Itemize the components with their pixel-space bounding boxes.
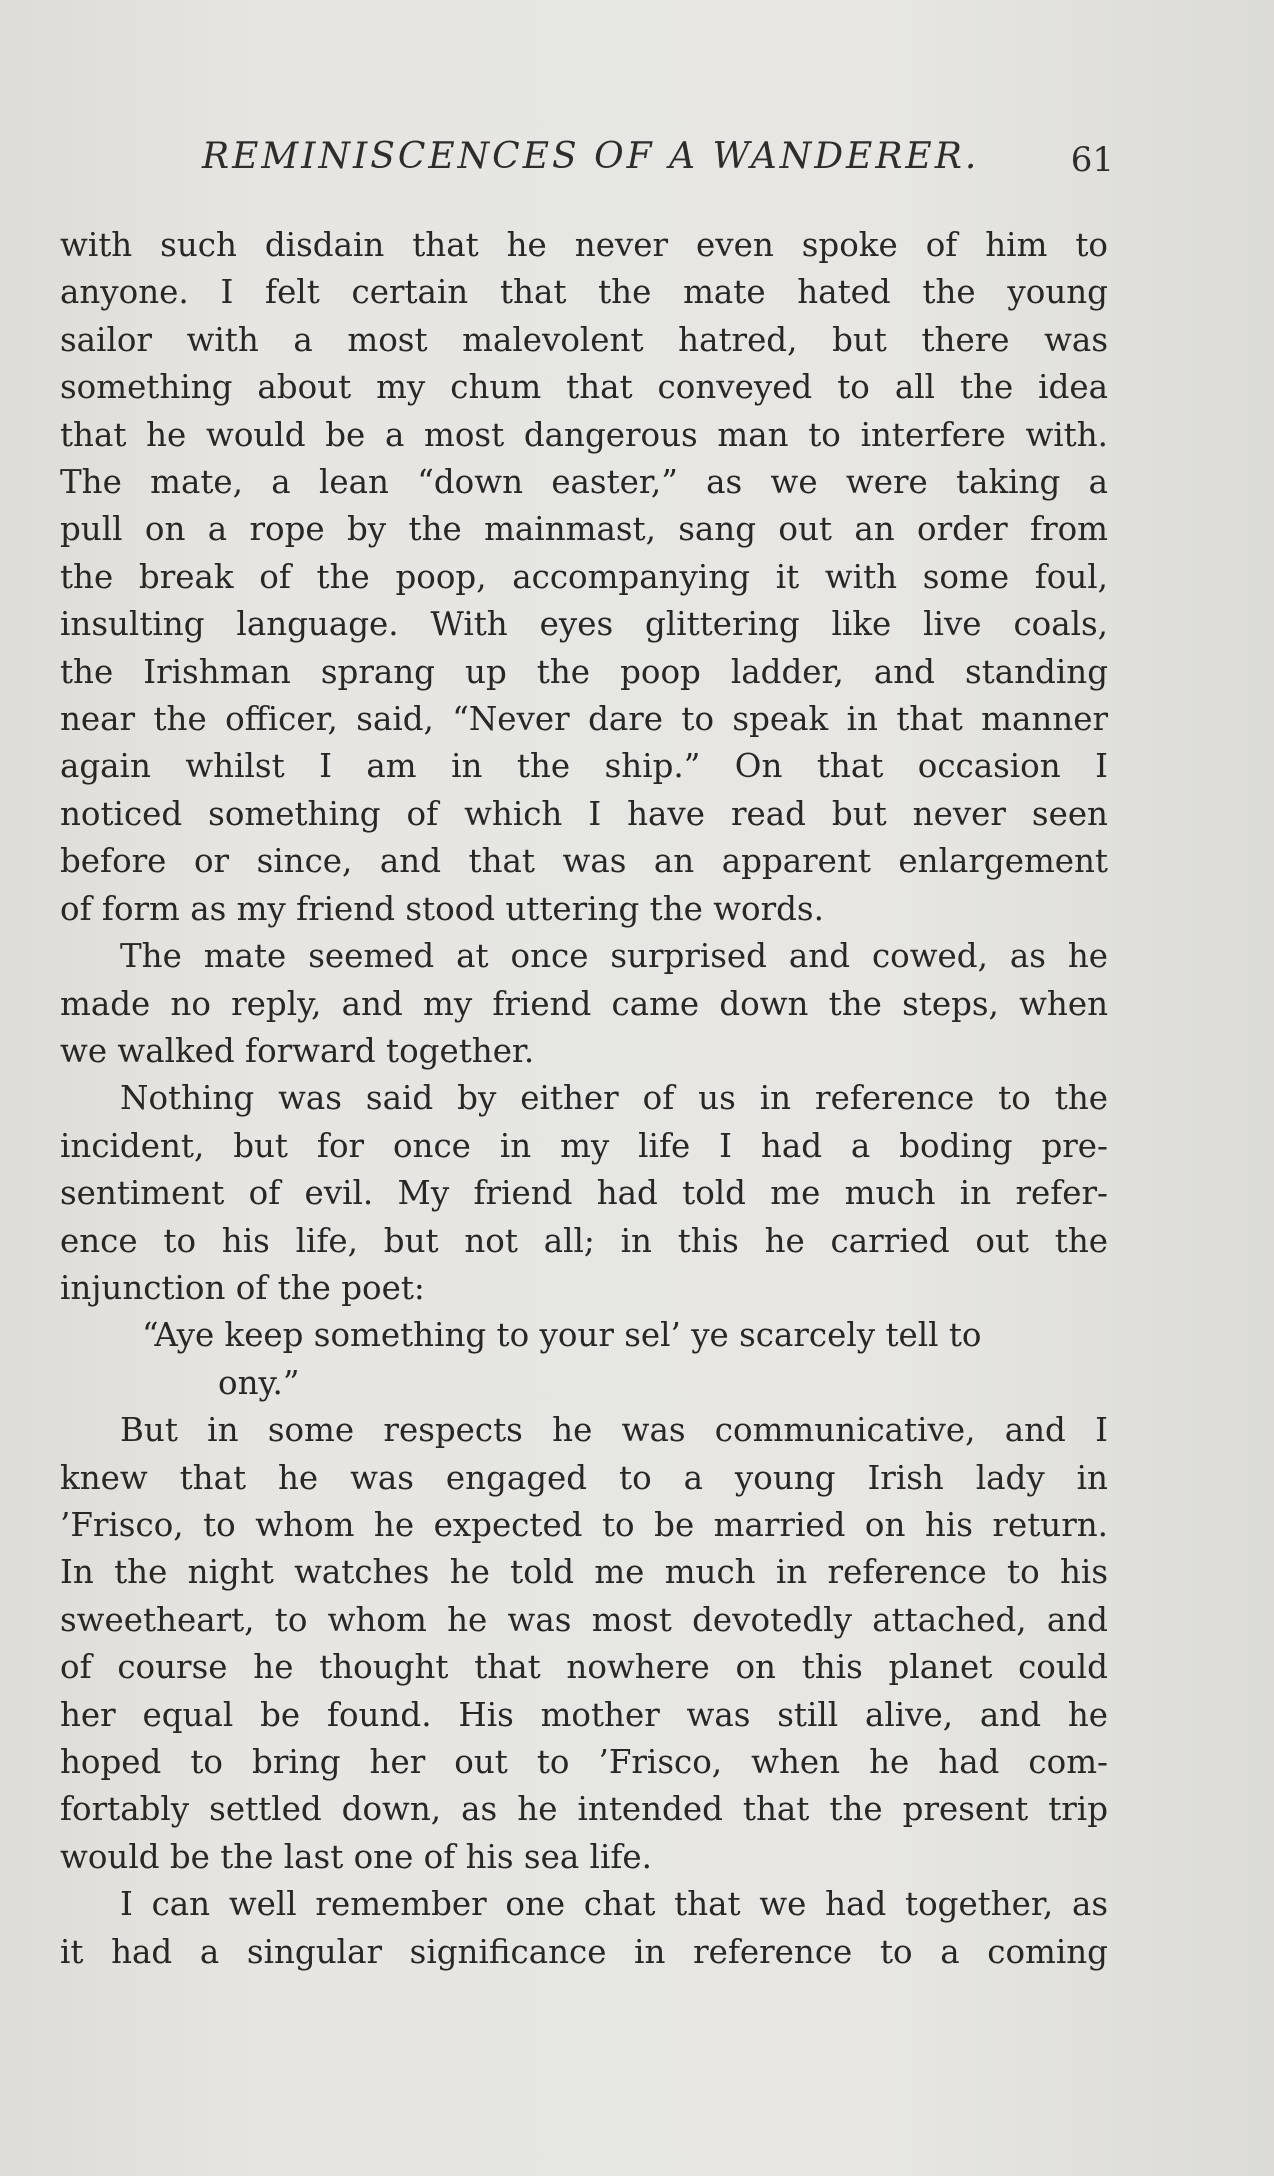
text-line: ony.” bbox=[218, 1363, 300, 1402]
text-line: with such disdain that he never even spoke of him to bbox=[60, 226, 1108, 264]
text-line: sailor with a most malevolent hatred, but there was bbox=[60, 320, 1108, 359]
text-line: sweetheart, to whom he was most devotedly attached, and bbox=[60, 1600, 1108, 1639]
text-line: the Irishman sprang up the poop ladder, and standing bbox=[60, 652, 1108, 691]
text-line: anyone. I felt certain that the mate hated the young bbox=[60, 273, 1108, 312]
text-line: it had a singular significance in reference to a coming bbox=[60, 1932, 1108, 1971]
text-line: that he would be a most dangerous man to interfere with. bbox=[60, 415, 1108, 454]
text-line: pull on a rope by the mainmast, sang out an order from bbox=[60, 510, 1108, 549]
text-line: injunction of the poet: bbox=[60, 1268, 425, 1307]
text-line: In the night watches he told me much in reference to his bbox=[60, 1553, 1108, 1592]
text-line: I can well remember one chat that we had together, as bbox=[120, 1885, 1108, 1924]
text-line: would be the last one of his sea life. bbox=[60, 1837, 652, 1876]
text-line: again whilst I am in the ship.” On that occasion I bbox=[60, 747, 1108, 786]
text-line: ’Frisco, to whom he expected to be married on his return. bbox=[60, 1505, 1108, 1544]
running-title: REMINISCENCES OF A WANDERER. bbox=[202, 136, 980, 177]
page-header bbox=[60, 136, 1114, 186]
text-line: noticed something of which I have read but never seen bbox=[60, 794, 1108, 833]
text-line: Nothing was said by either of us in reference to the bbox=[120, 1079, 1108, 1118]
text-line: something about my chum that conveyed to all the idea bbox=[60, 368, 1108, 407]
text-line: her equal be found. His mother was still alive, and he bbox=[60, 1695, 1108, 1734]
text-line: of course he thought that nowhere on this planet could bbox=[60, 1648, 1108, 1687]
text-line: of form as my friend stood uttering the words. bbox=[60, 889, 824, 928]
text-line: made no reply, and my friend came down the steps, when bbox=[60, 984, 1108, 1023]
text-line: ence to his life, but not all; in this he carried out the bbox=[60, 1221, 1108, 1260]
text-line: “Aye keep something to your sel’ ye scarcely tell to bbox=[142, 1316, 982, 1355]
text-line: The mate seemed at once surprised and cowed, as he bbox=[120, 937, 1108, 976]
text-line: knew that he was engaged to a young Irish lady in bbox=[60, 1458, 1108, 1497]
text-line: fortably settled down, as he intended that the present trip bbox=[60, 1790, 1108, 1829]
body-text bbox=[60, 222, 1108, 1976]
text-line: insulting language. With eyes glittering like live coals, bbox=[60, 605, 1108, 644]
text-line: incident, but for once in my life I had a boding pre- bbox=[60, 1126, 1108, 1165]
page-number: 61 bbox=[1070, 140, 1114, 180]
text-line: But in some respects he was communicative, and I bbox=[120, 1411, 1108, 1450]
text-line: hoped to bring her out to ’Frisco, when he had com- bbox=[60, 1743, 1108, 1781]
text-line: near the officer, said, “Never dare to speak in that manner bbox=[60, 700, 1108, 739]
text-line: the break of the poop, accompanying it with some foul, bbox=[60, 557, 1108, 596]
text-line: before or since, and that was an apparent enlargement bbox=[60, 842, 1108, 881]
text-line: The mate, a lean “down easter,” as we were taking a bbox=[60, 463, 1108, 502]
text-line: we walked forward together. bbox=[60, 1031, 535, 1070]
text-line: sentiment of evil. My friend had told me much in refer- bbox=[60, 1174, 1108, 1213]
